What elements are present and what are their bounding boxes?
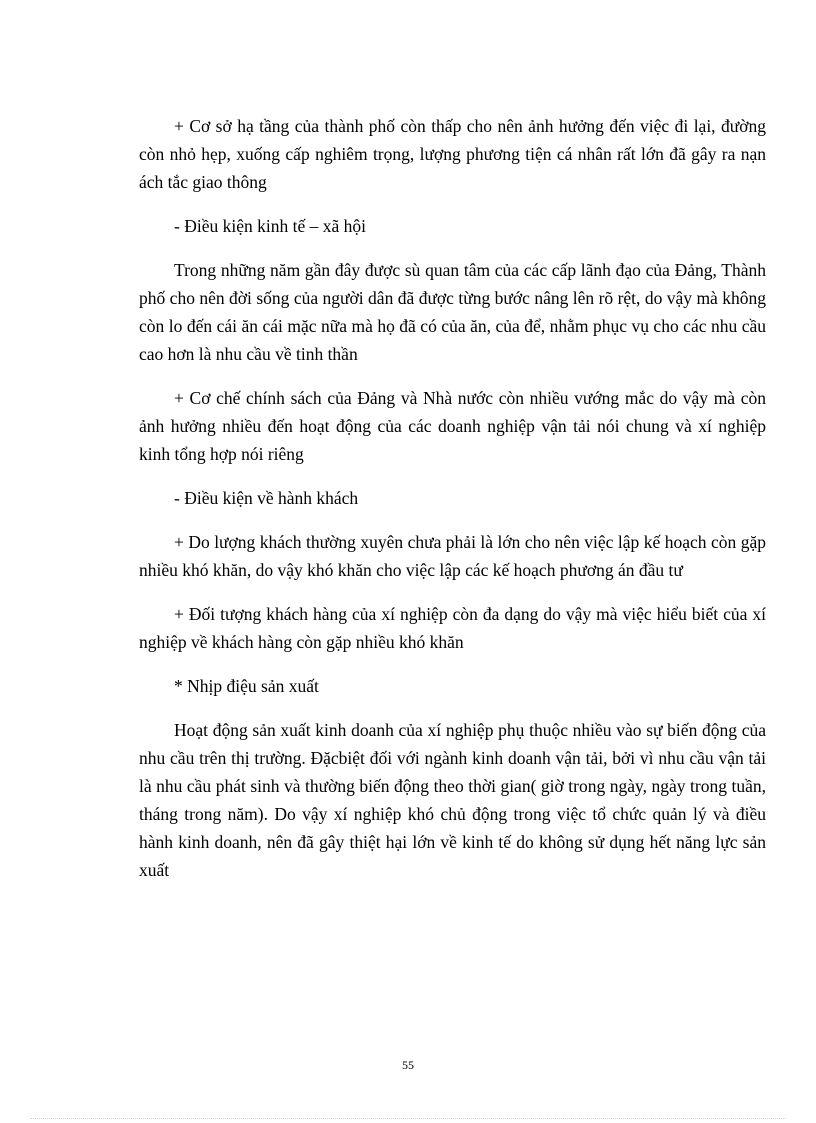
heading-socioeconomic-conditions: - Điều kiện kinh tế – xã hội <box>174 216 366 236</box>
page-bottom-divider <box>30 1118 786 1119</box>
heading-production-rhythm: * Nhịp điệu sản xuất <box>174 676 319 696</box>
paragraph-passenger-volume: + Do lượng khách thường xuyên chưa phải là lớn cho nên việc lập kế hoạch còn gặp nhiều khó khăn, do vậy khó khăn cho việc lập các kế hoạch phương án đầu tư <box>139 532 766 580</box>
paragraph-customer-diversity: + Đối tượng khách hàng của xí nghiệp còn đa dạng do vậy mà việc hiểu biết của xí nghiệp về khách hàng còn gặp nhiều khó khăn <box>139 604 766 652</box>
page-number: 55 <box>402 1058 414 1072</box>
paragraph-production-activity: Hoạt động sản xuất kinh doanh của xí nghiệp phụ thuộc nhiều vào sự biến động của nhu cầu trên thị trường. Đặcbiệt đối với ngành kinh doanh vận tải, bởi vì nhu cầu vận tải là nhu cầu phát sinh và thường biến động theo thời gian( giờ trong ngày, ngày trong tuần, tháng trong năm). Do vậy xí nghiệp khó chủ động trong việc tổ chức quản lý và điều hành kinh doanh, nên đã gây thiệt hại lớn về kinh tế do không sử dụng hết năng lực sản xuất <box>139 720 766 880</box>
paragraph-living-standards: Trong những năm gần đây được sù quan tâm của các cấp lãnh đạo của Đảng, Thành phố cho nên đời sống của người dân đã được từng bước nâng lên rõ rệt, do vậy mà không còn lo đến cái ăn cái mặc nữa mà họ đã có của ăn, của để, nhằm phục vụ cho các nhu cầu cao hơn là nhu cầu về tinh thần <box>139 260 766 364</box>
paragraph-policy-mechanism: + Cơ chế chính sách của Đảng và Nhà nước còn nhiều vướng mắc do vậy mà còn ảnh hưởng nhiều đến hoạt động của các doanh nghiệp vận tải nói chung và xí nghiệp kinh tổng hợp nói riêng <box>139 388 766 464</box>
document-body <box>139 112 766 884</box>
paragraph-infrastructure: + Cơ sở hạ tầng của thành phố còn thấp cho nên ảnh hưởng đến việc đi lại, đường còn nhỏ hẹp, xuống cấp nghiêm trọng, lượng phương tiện cá nhân rất lớn đã gây ra nạn ách tắc giao thông <box>139 116 766 192</box>
heading-passenger-conditions: - Điều kiện về hành khách <box>174 488 359 508</box>
